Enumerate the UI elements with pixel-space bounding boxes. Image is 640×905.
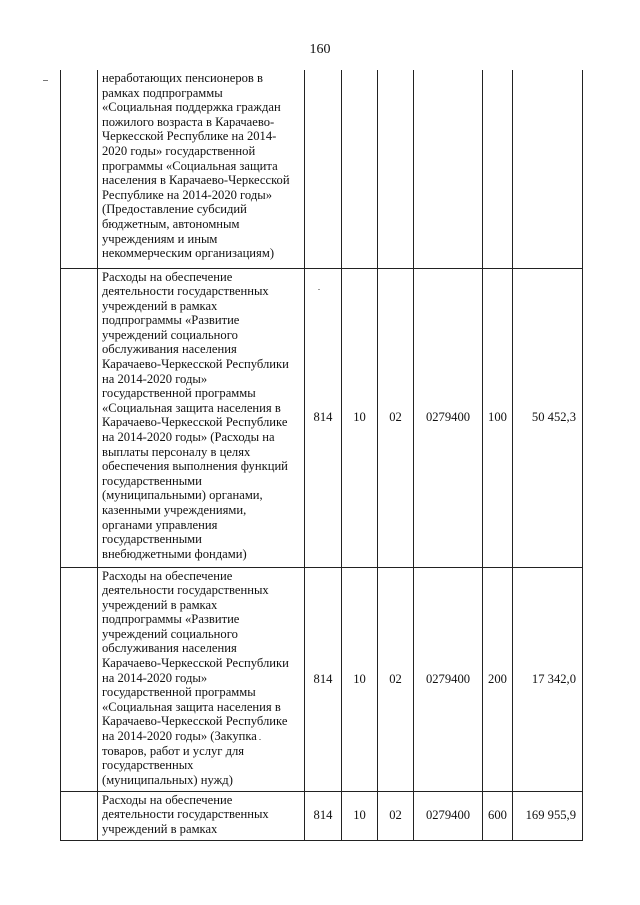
description-line: Карачаево-Черкесской Республики (102, 656, 289, 671)
description-line: государственной программы (102, 685, 256, 700)
description-line: учреждений социального (102, 626, 238, 641)
description-line: Черкесской Республике на 2014- (102, 129, 277, 144)
description-line: подпрограммы «Развитие (102, 612, 240, 627)
description-line: некоммерческим организациям) (102, 246, 275, 261)
expense-type-cell: 100 (483, 268, 513, 567)
amount-cell: 50 452,3 (513, 268, 583, 567)
description-line: населения в Карачаево-Черкесской (102, 173, 290, 188)
description-cell (98, 70, 305, 268)
description-line: Карачаево-Черкесской Республике (102, 415, 288, 430)
description-line: «Социальная защита населения в (102, 699, 281, 714)
description-line: подпрограммы «Развитие (102, 313, 240, 328)
target-article-cell: 0279400 (414, 268, 483, 567)
target-article-cell: 0279400 (414, 791, 483, 840)
description-line: программы «Социальная защита (102, 158, 278, 173)
description-line: рамках подпрограммы (102, 85, 223, 100)
description-cell (98, 268, 305, 567)
page-number: 160 (309, 42, 331, 57)
description-line: государственными (102, 532, 202, 547)
amount-cell (513, 70, 583, 268)
target-article-cell (414, 70, 483, 268)
margin-mark (43, 80, 48, 81)
description-line: государственных (102, 758, 194, 773)
ministry-code-cell: 814 (305, 567, 342, 791)
ministry-code-cell (305, 70, 342, 268)
expense-type-cell: 600 (483, 791, 513, 840)
description-line: учреждений социального (102, 327, 238, 342)
subsection-code-cell (378, 70, 414, 268)
description-line: на 2014-2020 годы» (102, 670, 208, 685)
description-line: Карачаево-Черкесской Республике (102, 714, 288, 729)
amount-cell: 169 955,9 (513, 791, 583, 840)
description-line: 2020 годы» государственной (102, 143, 256, 158)
row-number-cell (61, 268, 98, 567)
description-line: внебюджетными фондами) (102, 546, 247, 561)
ministry-code-cell: 814 (305, 791, 342, 840)
description-line: деятельности государственных (102, 583, 269, 598)
description-line: учреждений в рамках (102, 298, 218, 313)
table-row (61, 791, 583, 840)
description-line: (муниципальными) органами, (102, 488, 263, 503)
description-line: на 2014-2020 годы» (102, 371, 208, 386)
description-line: учреждений в рамках (102, 597, 218, 612)
section-code-cell: 10 (342, 567, 378, 791)
section-code-cell: 10 (342, 268, 378, 567)
target-article-cell: 0279400 (414, 567, 483, 791)
description-line: выплаты персоналу в целях (102, 444, 251, 459)
description-cell (98, 567, 305, 791)
subsection-code-cell: 02 (378, 791, 414, 840)
description-cell (98, 791, 305, 840)
row-number-cell (61, 567, 98, 791)
description-line: (Предоставление субсидий (102, 202, 247, 217)
table-row (61, 268, 583, 567)
description-line: деятельности государственных (102, 284, 269, 299)
table-row (61, 70, 583, 268)
description-line: органами управления (102, 517, 218, 532)
description-line: государственными (102, 473, 202, 488)
description-line: учреждений в рамках (102, 821, 218, 836)
amount-cell: 17 342,0 (513, 567, 583, 791)
expense-type-cell: 200 (483, 567, 513, 791)
section-code-cell (342, 70, 378, 268)
description-line: обеспечения выполнения функций (102, 459, 288, 474)
table-row (61, 567, 583, 791)
section-code-cell: 10 (342, 791, 378, 840)
description-line: Расходы на обеспечение (102, 792, 233, 807)
ministry-code-cell: 814 (305, 268, 342, 567)
expense-type-cell (483, 70, 513, 268)
description-line: Карачаево-Черкесской Республики (102, 357, 289, 372)
description-line: пожилого возраста в Карачаево- (102, 114, 275, 129)
description-line: (муниципальных) нужд) (102, 772, 233, 787)
budget-table (60, 70, 583, 841)
description-line: обслуживания населения (102, 342, 237, 357)
description-line: Расходы на обеспечение (102, 568, 233, 583)
description-line: «Социальная поддержка граждан (102, 100, 281, 115)
subsection-code-cell: 02 (378, 567, 414, 791)
subsection-code-cell: 02 (378, 268, 414, 567)
description-line: бюджетным, автономным (102, 216, 240, 231)
description-line: на 2014-2020 годы» (Закупка (102, 729, 257, 744)
description-line: казенными учреждениями, (102, 503, 247, 517)
description-line: государственной программы (102, 386, 256, 401)
row-number-cell (61, 70, 98, 268)
description-line: обслуживания населения (102, 641, 237, 656)
description-line: учреждениям и иным (102, 231, 218, 246)
description-line: деятельности государственных (102, 807, 269, 822)
description-line: на 2014-2020 годы» (Расходы на (102, 430, 275, 445)
row-number-cell (61, 791, 98, 840)
description-line: товаров, работ и услуг для (102, 743, 245, 758)
description-line: Расходы на обеспечение (102, 269, 233, 284)
description-line: неработающих пенсионеров в (102, 71, 263, 85)
description-line: «Социальная защита населения в (102, 400, 281, 415)
description-line: Республике на 2014-2020 годы» (102, 187, 273, 202)
